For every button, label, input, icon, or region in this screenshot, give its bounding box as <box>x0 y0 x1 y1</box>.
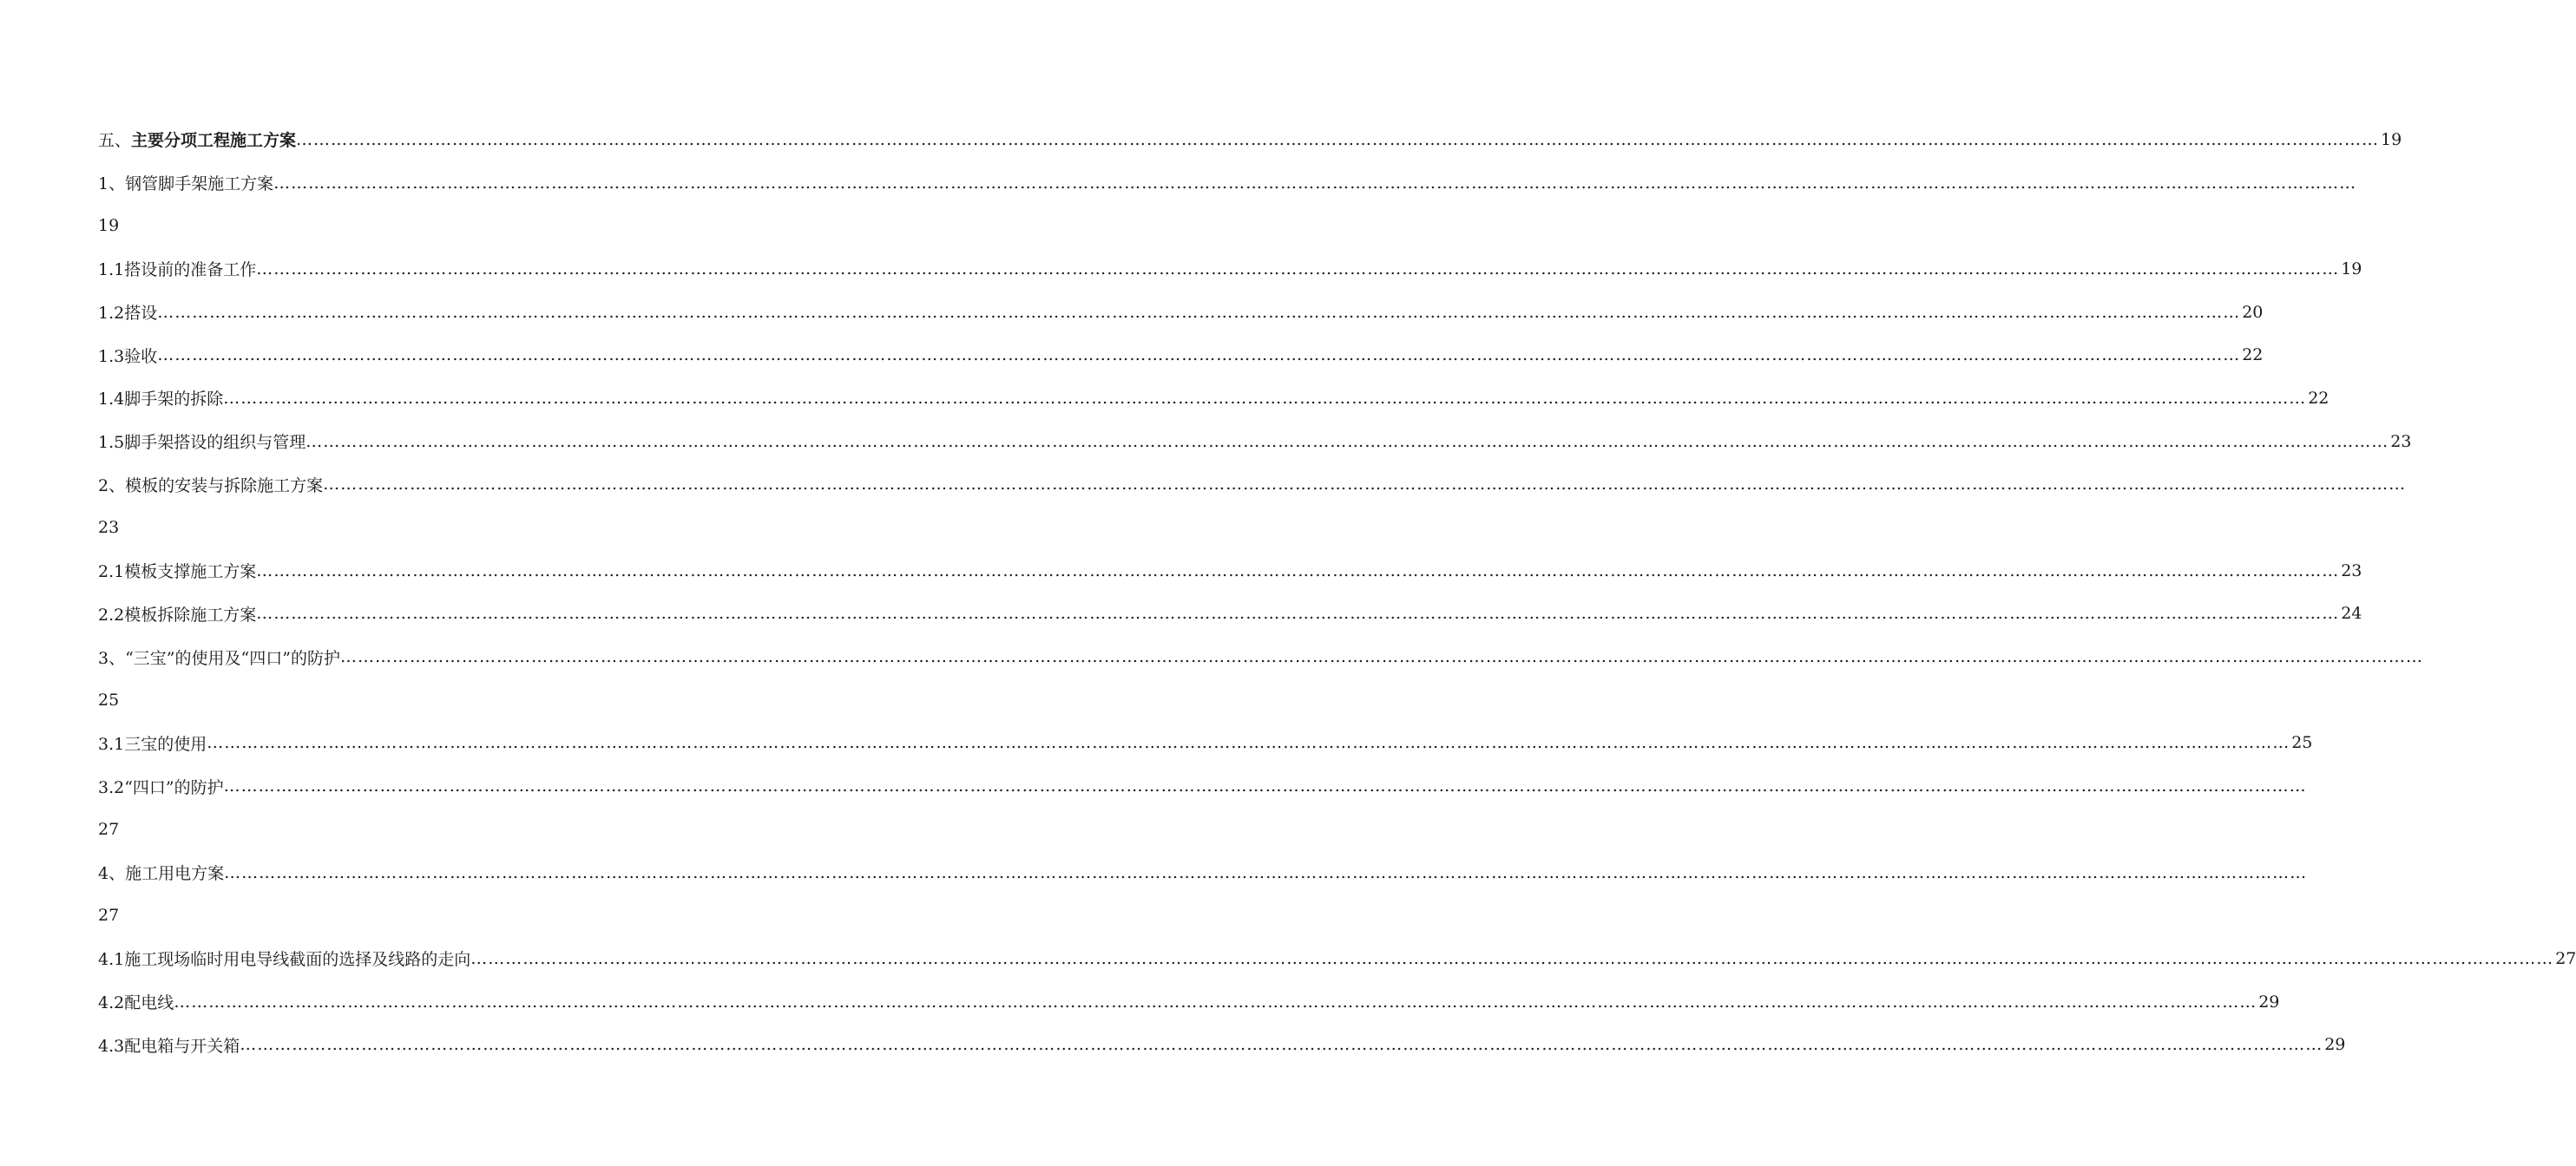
dot-leader: ……………………………………………………………………………………………………………………………………………………………………………………………………………………………………………………………………………………………………………………………… <box>224 862 2308 882</box>
toc-entry-text: 1、钢管脚手架施工方案 <box>98 174 274 194</box>
toc-entry-title <box>98 300 157 324</box>
toc-entry-page-number: 23 <box>2341 560 2362 580</box>
toc-entry-text: 2.2模板拆除施工方案 <box>98 605 257 625</box>
toc-entry-title <box>98 386 223 409</box>
dot-leader: ……………………………………………………………………………………………………………………………………………………………………………………………………………………………………………………………………………………………………………………………… <box>323 475 2407 495</box>
toc-entry-text: 2.1模板支撑施工方案 <box>98 562 257 582</box>
toc-entry-text: 1.1搭设前的准备工作 <box>98 260 257 280</box>
toc-entry-page-number: 19 <box>2341 259 2362 278</box>
toc-entry[interactable] <box>98 593 2362 636</box>
dot-leader: ……………………………………………………………………………………………………………………………………………………………………………………………………………………………………………………………………………………………………………………………… <box>306 431 2389 451</box>
toc-entry-text: 4、施工用电方案 <box>98 864 225 884</box>
toc-entry[interactable] <box>98 420 2412 463</box>
toc-entry-title <box>98 128 296 151</box>
toc-entry-text: 1.2搭设 <box>98 304 158 324</box>
toc-entry-page-number: 27 <box>98 906 120 926</box>
toc-entry-page-line <box>98 678 745 722</box>
toc-entry-page-number: 29 <box>2324 1035 2346 1055</box>
toc-entry-page-number: 19 <box>2381 129 2402 149</box>
dot-leader: ……………………………………………………………………………………………………………………………………………………………………………………………………………………………………………………………………………………………………………………………… <box>223 776 2307 796</box>
toc-entry[interactable] <box>98 635 2423 678</box>
toc-entry-title <box>98 602 256 626</box>
dot-leader: ……………………………………………………………………………………………………………………………………………………………………………………………………………………………………………………………………………………………………………………………… <box>157 302 2241 322</box>
dot-leader: ……………………………………………………………………………………………………………………………………………………………………………………………………………………………………………………………………………………………………………………………… <box>157 345 2241 365</box>
dot-leader: ……………………………………………………………………………………………………………………………………………………………………………………………………………………………………………………………………………………………………………………………… <box>207 733 2290 753</box>
toc-entry-text: 1.3验收 <box>98 346 158 366</box>
toc-entry[interactable] <box>98 937 2576 980</box>
toc-entry-page-line <box>98 506 745 549</box>
dot-leader: ……………………………………………………………………………………………………………………………………………………………………………………………………………………………………………………………………………………………………………………………… <box>223 388 2307 408</box>
toc-entry-title <box>98 947 470 970</box>
toc-entry-title <box>98 1033 240 1057</box>
toc-entry-title <box>98 731 207 755</box>
toc-entry-title <box>98 861 224 884</box>
toc-entry-page-number: 25 <box>98 690 120 710</box>
toc-entry-text: 3.1三宝的使用 <box>98 734 207 754</box>
toc-entry[interactable] <box>98 118 2402 161</box>
dot-leader: ……………………………………………………………………………………………………………………………………………………………………………………………………………………………………………………………………………………………………………………………… <box>273 173 2357 193</box>
toc-entry-text: 1.4脚手架的拆除 <box>98 390 224 409</box>
toc-entry-title <box>98 344 157 367</box>
toc-entry-title <box>98 257 256 280</box>
toc-entry-page-number: 19 <box>98 216 120 236</box>
toc-entry-title <box>98 429 306 453</box>
toc-entry-prefix: 五、 <box>98 131 132 151</box>
toc-entry-page-number: 24 <box>2341 604 2362 624</box>
toc-entry-page-number: 23 <box>2390 431 2412 451</box>
dot-leader: ……………………………………………………………………………………………………………………………………………………………………………………………………………………………………………………………………………………………………………………………… <box>240 1035 2323 1055</box>
toc-entry-page-line <box>98 204 745 247</box>
toc-entry[interactable] <box>98 333 2264 377</box>
toc-entry[interactable] <box>98 377 2330 420</box>
toc-entry[interactable] <box>98 722 2313 765</box>
toc-entry-title <box>98 990 174 1013</box>
dot-leader: ……………………………………………………………………………………………………………………………………………………………………………………………………………………………………………………………………………………………………………………………… <box>256 560 2340 580</box>
toc-entry-title <box>98 645 340 669</box>
toc-entry-text: 2、模板的安装与拆除施工方案 <box>98 475 324 495</box>
toc-entry-title <box>98 775 224 798</box>
toc-entry-text: 4.2配电线 <box>98 993 174 1013</box>
dot-leader: ……………………………………………………………………………………………………………………………………………………………………………………………………………………………………………………………………………………………………………………………… <box>256 259 2340 278</box>
toc-entry[interactable] <box>98 161 2357 205</box>
dot-leader: ……………………………………………………………………………………………………………………………………………………………………………………………………………………………………………………………………………………………………………………………… <box>470 948 2554 968</box>
toc-entry-page-number: 27 <box>2555 948 2576 968</box>
toc-entry-page-number: 20 <box>2242 302 2264 322</box>
dot-leader: ……………………………………………………………………………………………………………………………………………………………………………………………………………………………………………………………………………………………………………………………… <box>174 992 2257 1012</box>
toc-entry[interactable] <box>98 764 2307 808</box>
toc-entry-page-line <box>98 894 745 937</box>
toc-entry-title <box>98 559 256 582</box>
dot-leader: ……………………………………………………………………………………………………………………………………………………………………………………………………………………………………………………………………………………………………………………………… <box>256 604 2340 624</box>
toc-entry-title <box>98 473 323 496</box>
toc-entry-page-line <box>98 808 745 851</box>
toc-entry-text: 3、“三宝”的使用及“四口”的防护 <box>98 648 340 668</box>
toc-entry[interactable] <box>98 549 2362 593</box>
toc-entry-page-number: 29 <box>2258 992 2280 1012</box>
toc-entry[interactable] <box>98 463 2407 507</box>
toc-entry-text: 1.5脚手架搭设的组织与管理 <box>98 433 306 453</box>
dot-leader: ……………………………………………………………………………………………………………………………………………………………………………………………………………………………………………………………………………………………………………………………… <box>296 129 2380 149</box>
dot-leader: ……………………………………………………………………………………………………………………………………………………………………………………………………………………………………………………………………………………………………………………………… <box>339 647 2423 667</box>
table-of-contents <box>98 118 2576 1066</box>
toc-entry[interactable] <box>98 851 2308 894</box>
toc-entry-text: 主要分项工程施工方案 <box>131 131 297 151</box>
toc-entry[interactable] <box>98 247 2362 291</box>
toc-entry[interactable] <box>98 980 2280 1024</box>
toc-entry-text: 4.3配电箱与开关箱 <box>98 1036 240 1056</box>
toc-entry-page-number: 22 <box>2308 388 2330 408</box>
toc-entry-page-number: 27 <box>98 819 120 839</box>
toc-entry-text: 4.1施工现场临时用电导线截面的选择及线路的走向 <box>98 950 471 970</box>
toc-entry[interactable] <box>98 1023 2346 1066</box>
toc-entry-page-number: 25 <box>2291 733 2313 753</box>
toc-entry-text: 3.2“四口”的防护 <box>98 777 224 797</box>
toc-entry-title <box>98 171 273 194</box>
toc-entry[interactable] <box>98 291 2264 334</box>
toc-entry-page-number: 22 <box>2242 345 2264 365</box>
toc-entry-page-number: 23 <box>98 518 120 538</box>
